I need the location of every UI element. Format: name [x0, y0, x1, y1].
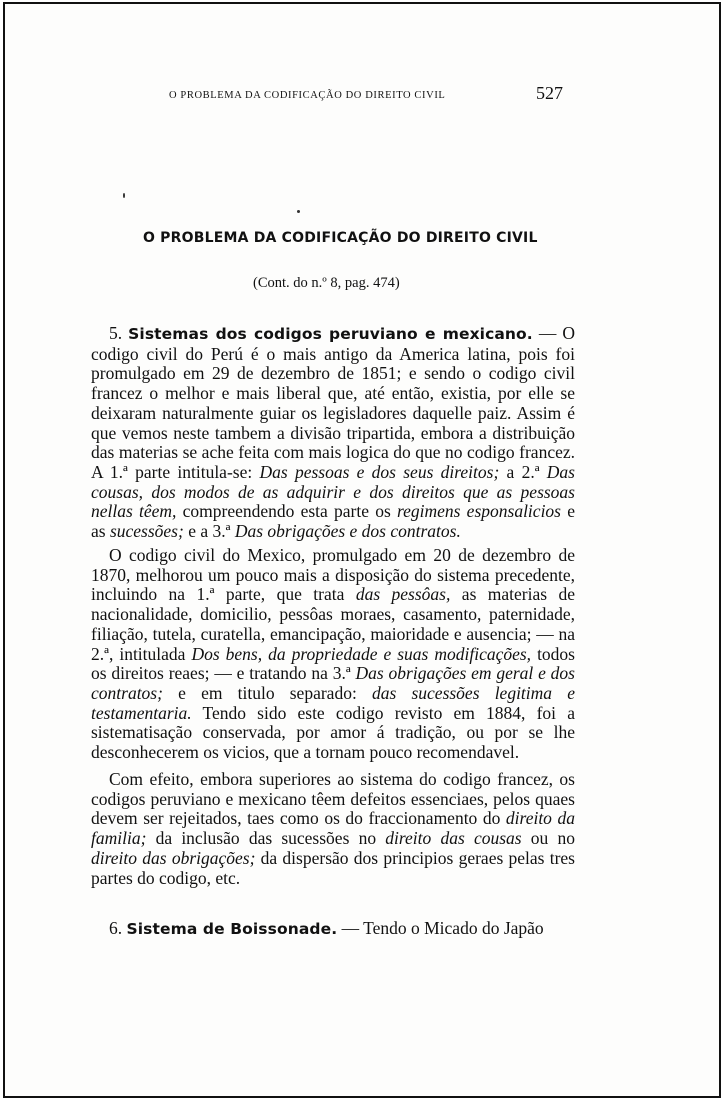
- paragraph-text: O codigo civil do Mexico, promulgado em 20 de dezembro de 1870, melhorou um pouco mais a disposição do sistema precedente, incluindo na 1.ª parte, que trata: [91, 545, 575, 605]
- print-speck: [297, 210, 300, 213]
- italic-text: direito das obrigações;: [91, 847, 256, 868]
- italic-text: das sucessões legitima e testamentaria.: [91, 682, 575, 723]
- italic-text: Das cousas, dos modos de as adquirir e dos direitos que as pessoas nellas têem,: [91, 461, 575, 522]
- paragraph-section-5: [91, 324, 575, 542]
- paragraph-defects: [91, 770, 575, 888]
- paragraph-text: todos os direitos reaes; — e tratando na 3.ª: [91, 643, 575, 684]
- paragraph-text: — O codigo civil do Perú é o mais antigo da America latina, pois foi promulgado em 29 de dezembro de 1851; e sendo o codigo civil francez o melhor e mais liberal que, até então, existia, por elle se deixaram naturalmente guiar os legisladores daquelle paiz. Assim é que vemos neste tambem a divisão tripartida, embora a distribuição das materias se ache feita com mais logica do que no codigo francez. A 1.ª parte intitula-se:: [91, 323, 575, 482]
- paragraph-text: da inclusão das sucessões no: [146, 828, 386, 849]
- article-title: O PROBLEMA DA CODIFICAÇÃO DO DIREITO CIVIL: [143, 230, 538, 246]
- section-heading: Sistemas dos codigos peruviano e mexicano.: [128, 325, 533, 343]
- paragraph-text: e em titulo separado:: [162, 682, 372, 703]
- italic-text: Das obrigações em geral e dos contratos;: [91, 663, 575, 703]
- section-number: 5.: [109, 323, 123, 343]
- paragraph-text: Tendo sido este codigo revisto em 1884, foi a sistematisação conservada, por amor á tradição, ou por se lhe desconhecerem os vicios, que a tornam pouco recomendavel.: [91, 702, 575, 763]
- running-header: O PROBLEMA DA CODIFICAÇÃO DO DIREITO CIVIL: [169, 90, 446, 101]
- section-number: 6.: [109, 918, 123, 938]
- italic-text: Dos bens, da propriedade e suas modificações,: [191, 643, 532, 664]
- paragraph-text: e as: [91, 501, 575, 542]
- print-speck: [123, 193, 125, 198]
- section-heading: Sistema de Boissonade.: [126, 920, 338, 938]
- paragraph-text: compreendendo esta parte os: [176, 501, 397, 522]
- paragraph-text: Com efeito, embora superiores ao sistema do codigo francez, os codigos peruviano e mexicano têem defeitos essenciaes, pelos quaes devem ser rejeitados, taes como os do fraccionamento do: [91, 769, 575, 829]
- page-number: 527: [536, 83, 563, 103]
- paragraph-text: da dispersão dos principios geraes pelas tres partes do codigo, etc.: [91, 847, 575, 888]
- italic-text: das pessôas,: [355, 584, 451, 605]
- paragraph-text: — Tendo o Micado do Japão: [337, 918, 544, 938]
- book-page: [3, 2, 721, 1098]
- italic-text: regimens esponsalicios: [396, 501, 561, 522]
- italic-text: Das obrigações e dos contratos.: [234, 521, 461, 542]
- italic-text: sucessões;: [109, 521, 184, 542]
- paragraph-text: as materias de nacionalidade, domicilio, pessôas moraes, casamento, paternidade, filiação, tutela, curatella, emancipação, maioridade e ausencia; — na 2.ª, intitulada: [91, 584, 576, 664]
- italic-text: Das pessoas e dos seus direitos;: [259, 461, 500, 482]
- italic-text: direito das cousas: [385, 828, 522, 849]
- paragraph-mexico: [91, 546, 575, 763]
- continuation-note: (Cont. do n.º 8, pag. 474): [253, 275, 400, 291]
- paragraph-section-6: [91, 919, 575, 940]
- italic-text: direito da familia;: [91, 808, 575, 849]
- paragraph-text: a 2.ª: [499, 461, 547, 482]
- paragraph-text: ou no: [521, 828, 575, 849]
- paragraph-text: e a 3.ª: [183, 521, 235, 542]
